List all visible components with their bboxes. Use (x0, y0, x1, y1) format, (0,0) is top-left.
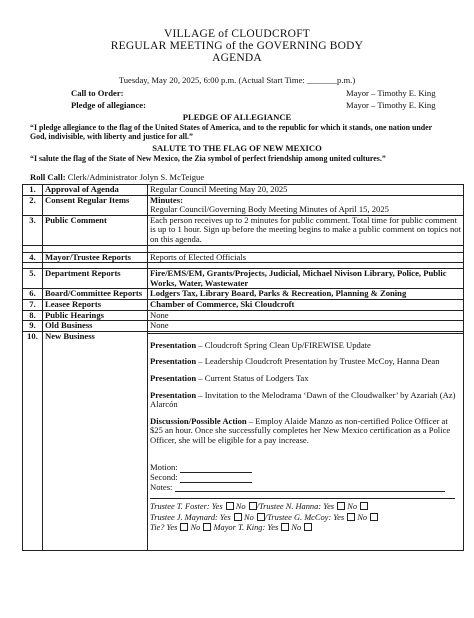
agenda-item (150, 357, 461, 367)
vote-no: No (190, 523, 201, 533)
item-text: – Leadership Cloudcroft Presentation by Trustee McCoy, Hanna Dean (196, 356, 440, 367)
row-number: 8. (23, 310, 43, 321)
table-row (23, 321, 464, 332)
checkbox-icon[interactable] (304, 523, 312, 531)
row-title: Public Comment (43, 215, 148, 245)
row-number: 2. (23, 195, 43, 215)
roll-call-text: Clerk/Administrator Jolyn S. McTeigue (67, 172, 205, 182)
checkbox-icon[interactable] (360, 502, 368, 510)
pledge-label: Pledge of allegiance: (71, 100, 146, 110)
vote-tie: Tie? Yes (150, 523, 178, 533)
table-row (23, 215, 464, 245)
vote-no: No (291, 523, 302, 533)
vote-no: No (235, 502, 246, 512)
checkbox-icon[interactable] (234, 513, 242, 521)
checkbox-icon[interactable] (180, 523, 188, 531)
row-title: New Business (43, 331, 148, 550)
salute-text: “I salute the flag of the State of New Mexico, the Zia symbol of perfect friendship among united cultures.” (30, 154, 386, 163)
row-content-blank (148, 245, 464, 252)
item-type: Presentation (150, 389, 197, 400)
notes-line (175, 483, 445, 492)
row-content: Fire/EMS/EM, Grants/Projects, Judicial, Michael Nivison Library, Police, Public Works, Water, Wastewater (148, 269, 464, 289)
notes-extra-line (150, 498, 455, 499)
table-row (23, 269, 464, 289)
row-content: Each person receives up to 2 minutes for public comment. Total time for public comment is up to 1 hour. Sign up before the meeting begins to make a public comment on topics not on this agenda. (148, 215, 464, 245)
checkbox-icon[interactable] (249, 502, 257, 510)
salute-heading: SALUTE TO THE FLAG OF NEW MEXICO (152, 143, 322, 153)
roll-call (30, 172, 204, 182)
row-title: Public Hearings (43, 310, 148, 321)
row-number: 9. (23, 321, 43, 332)
checkbox-icon[interactable] (281, 523, 289, 531)
notes-label: Notes: (150, 481, 173, 492)
call-to-order-name: Mayor – Timothy E. King (346, 88, 436, 98)
item-type: Discussion/Possible Action (150, 415, 247, 426)
vote-king: Mayor T. King: Yes (213, 523, 279, 533)
item-text: – Current Status of Lodgers Tax (196, 372, 309, 383)
minutes-text: Regular Council/Governing Body Meeting Minutes of April 15, 2025 (150, 204, 389, 215)
motion-line (180, 464, 252, 473)
vote-line (150, 513, 461, 524)
item-text: – Cloudcroft Spring Clean Up/FIREWISE Update (196, 339, 371, 350)
meeting-title: REGULAR MEETING of the GOVERNING BODY (110, 40, 364, 52)
row-number-blank (23, 245, 43, 252)
table-row (23, 185, 464, 196)
pledge-name: Mayor – Timothy E. King (346, 100, 436, 110)
row-title: Department Reports (43, 269, 148, 289)
vote-maynard: Trustee J. Maynard: Yes (150, 512, 231, 522)
row-number: 10. (23, 331, 43, 550)
vote-foster: Trustee T. Foster: Yes (150, 502, 223, 512)
table-row (23, 310, 464, 321)
row-title: Leasee Reports (43, 299, 148, 310)
row-title: Mayor/Trustee Reports (43, 252, 148, 263)
vote-no: No (347, 502, 358, 512)
row-number: 4. (23, 252, 43, 263)
second-row (150, 473, 461, 483)
row-title: Board/Committee Reports (43, 289, 148, 300)
checkbox-icon[interactable] (370, 513, 378, 521)
vote-line (150, 523, 461, 534)
new-business-list (148, 333, 463, 534)
agenda-title: AGENDA (212, 52, 262, 64)
table-row (23, 252, 464, 263)
row-title: Consent Regular Items (43, 195, 148, 215)
row-content: Reports of Elected Officials (148, 252, 464, 263)
row-title: Old Business (43, 321, 148, 332)
second-label: Second: (150, 472, 178, 483)
row-number: 6. (23, 289, 43, 300)
pledge-heading: PLEDGE OF ALLEGIANCE (182, 112, 292, 122)
checkbox-icon[interactable] (347, 513, 355, 521)
minutes-label: Minutes: (150, 194, 183, 205)
vote-no: No (244, 512, 254, 522)
motion-label: Motion: (150, 462, 178, 473)
row-content: None (148, 321, 464, 332)
row-content: Regular Council Meeting May 20, 2025 (148, 185, 464, 196)
meeting-datetime: Tuesday, May 20, 2025, 6:00 p.m. (Actual Start Time: _______p.m.) (118, 75, 356, 85)
item-type: Presentation (150, 372, 197, 383)
agenda-item (150, 417, 461, 446)
row-number: 3. (23, 215, 43, 245)
agenda-item (150, 374, 461, 384)
second-line (180, 474, 252, 483)
pledge-text: “I pledge allegiance to the flag of the United States of America, and to the republic for which it stands, one nation under God, indivisible, with liberty and justice for all.” (30, 123, 432, 142)
table-row (23, 245, 464, 252)
call-to-order-label: Call to Order: (71, 88, 124, 98)
row-title-blank (43, 245, 148, 252)
item-text: – Invitation to the Melodrama ‘Dawn of the Cloudwalker’ by Azariah (Az) Alarcón (150, 389, 456, 410)
roll-call-label: Roll Call: (30, 172, 66, 182)
agenda-table (22, 184, 464, 551)
checkbox-icon[interactable] (337, 502, 345, 510)
checkbox-icon[interactable] (257, 513, 265, 521)
vote-no: No (357, 512, 368, 522)
agenda-item (150, 391, 461, 410)
table-row (23, 331, 464, 550)
checkbox-icon[interactable] (203, 523, 211, 531)
table-row (23, 195, 464, 215)
row-content (148, 331, 464, 550)
row-content: Lodgers Tax, Library Board, Parks & Recreation, Planning & Zoning (148, 289, 464, 300)
notes-row (150, 483, 461, 493)
row-number: 5. (23, 269, 43, 289)
row-content: None (148, 310, 464, 321)
vote-mccoy: /Trustee G. McCoy: Yes (264, 512, 345, 522)
village-title: VILLAGE of CLOUDCROFT (163, 28, 311, 40)
vote-block (150, 502, 461, 534)
table-row (23, 299, 464, 310)
row-title: Approval of Agenda (43, 185, 148, 196)
row-number: 1. (23, 185, 43, 196)
table-row (23, 289, 464, 300)
row-content: Chamber of Commerce, Ski Cloudcroft (148, 299, 464, 310)
item-text: – Employ Alaide Manzo as non-certified Police Officer at $25 an hour. Once she successfully completes her New Mexico certification as a Police Officer, she will be eligible for a pay increase. (150, 415, 451, 445)
vote-line (150, 502, 461, 513)
motion-row (150, 463, 461, 473)
vote-hanna: /Trustee N. Hanna: Yes (256, 502, 335, 512)
item-type: Presentation (150, 356, 197, 367)
checkbox-icon[interactable] (226, 502, 234, 510)
row-content (148, 195, 464, 215)
item-type: Presentation (150, 339, 197, 350)
row-number: 7. (23, 299, 43, 310)
agenda-item (150, 341, 461, 351)
